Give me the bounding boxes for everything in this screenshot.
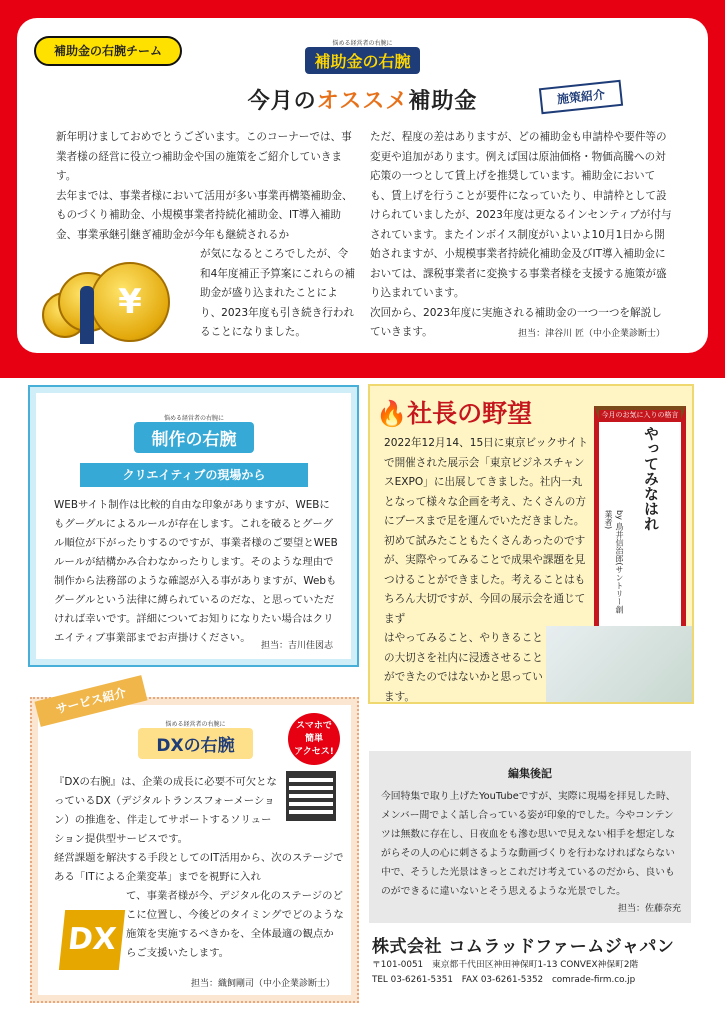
- company-name: 株式会社 コムラッドファームジャパン: [372, 937, 675, 957]
- president-body-1: 2022年12月14、15日に東京ビックサイトで開催された展示会「東京ビジネスチャンスEXPO」に出展してきました。社内一丸となって様々な企画を考え、たくさんの方にブースまで足を運んでいただきました。初めて試みたこともたくさんあったのですが、実際やってみることで成果や課題を見つけることができました。考えることはもちろん大切ですが、今回の展示会を通じてまず: [384, 437, 588, 625]
- editor-signer: 担当：佐藤奈充: [617, 904, 681, 914]
- top-column-2: ただ、程度の差はありますが、どの補助金も申請枠や要件等の変更や追加があります。例えば国は原油価格・物価高騰への対応策の一つとして賃上げを推奨しています。補助金においても、賃上げを行うことが要件になっていたり、申請枠として設けられていましたが、2023年度は更なるインセンティブが付与されています。またインボイス制度がいよいよ10月1日から開始されますが、小規模事業者持続化補助金及びIT導入補助金においては、課税事業者に変換する事業者様を支援する施策が盛り込まれています。 次回から、2023年度に実施される補助金の一つ一つを解説していきます。: [370, 131, 672, 338]
- brand-name: 制作の右腕: [134, 422, 254, 453]
- company-address-block: [372, 958, 702, 988]
- brand-tagline: 悩める経営者の右腕に: [165, 721, 226, 728]
- page-title: [190, 84, 535, 118]
- dx-inner: [38, 705, 351, 995]
- title-part-c: 補助金: [408, 89, 478, 114]
- president-body-2: はやってみること、やりきることの大切さを社内に浸透させることができたのではないかと思っています。: [384, 632, 543, 703]
- top-column-1b: が気になるところでしたが、令和4年度補正予算案にこれらの補助金が盛り込まれたことにより、2023年度も引き続き行われることになりました。: [200, 248, 356, 338]
- expo-photo: [546, 626, 692, 702]
- title-part-a: 今月の: [247, 89, 317, 114]
- service-tag: サービス紹介: [34, 675, 147, 727]
- team-badge: 補助金の右腕チーム: [34, 36, 182, 66]
- brand-name: 補助金の右腕: [305, 47, 420, 74]
- dx-body-3: て、事業者様が今、デジタル化のステージのどこに位置し、今後どのタイミングでどのような施策を実施するべきかを、全体最適の観点からご支援いたします。: [126, 890, 344, 959]
- top-signer: 担当：津谷川 匠（中小企業診断士）: [518, 329, 665, 339]
- editor-body: 今回特集で取り上げたYouTubeですが、実際に現場を拝見した時、メンバー間でよく話し合っている姿が印象的でした。今やコンテンツは無数に存在し、日夜血をも滲む思いで見えない相手を想定しながらその人の心に刺さるような動画づくりを行わなければならない中で、そうした光景はきっとこれだけ考えているのだから、良いものができるに違いないとそう思えるような光景でした。: [381, 791, 676, 897]
- dx-section: [30, 697, 359, 1003]
- brand-tagline: 悩める経営者の右腕に: [332, 40, 393, 47]
- title-part-b: オススメ: [316, 89, 409, 114]
- editor-title: 編集後記: [508, 767, 552, 780]
- yen-coin-icon: ¥: [90, 262, 170, 342]
- dx-brand-logo: [138, 719, 253, 763]
- brand-tagline: 悩める経営者の右腕に: [163, 415, 224, 422]
- president-section: [368, 384, 694, 704]
- company-address: 〒101-0051 東京都千代田区神田神保町1-13 CONVEX神保町2階: [372, 960, 639, 970]
- dx-body-2: 経営課題を解決する手段としてのIT活用から、次のステージである「ITによる企業変革」までを視野に入れ: [54, 852, 344, 883]
- creative-brand-logo: [134, 413, 254, 457]
- dx-body-1: 『DXの右腕』は、企業の成長に必要不可欠となっているDX（デジタルトランスフォーメーション）の推進を、伴走してサポートするソリューション提供型サービスです。: [54, 776, 277, 845]
- scroll-motto: やってみなはれ: [642, 426, 660, 531]
- qr-code-icon[interactable]: [286, 771, 336, 821]
- policy-tag: 施策紹介: [539, 80, 623, 114]
- creative-inner: [36, 393, 351, 659]
- creative-signer: 担当：吉川佳図志: [260, 641, 333, 651]
- flame-icon: 🔥: [376, 399, 408, 428]
- motto-scroll: [594, 406, 686, 632]
- dx-logo: DX: [59, 910, 125, 970]
- scroll-label: 今月のお気に入りの格言: [599, 410, 681, 422]
- top-column-1: 新年明けましておめでとうございます。このコーナーでは、事業者様の経営に役立つ補助金や国の施策をご紹介していきます。 去年までは、事業者様において活用が多い事業再構築補助金、ものづくり補助金、小規模事業者持続化補助金、IT導入補助金、事業承継引継ぎ補助金が今年も継続されるか: [56, 131, 353, 241]
- editor-section: [369, 751, 691, 923]
- top-brand-logo: [305, 38, 420, 74]
- businessman-icon: [80, 286, 94, 344]
- president-title-text: 社長の野望: [407, 399, 533, 428]
- dx-signer: 担当：織飼剛司（中小企業診断士）: [190, 979, 335, 989]
- brand-name: DXの右腕: [138, 728, 253, 759]
- creative-body: WEBサイト制作は比較的自由な印象がありますが、WEBにもグーグルによるルールが存在します。これを破るとグーグル順位が下がったりするのですが、事業者様のご要望とWEBルールが結構かみ合わなかったりします。そのような理由で制作から法務部のような確認が入る事がありますが、Webもグーグルという法律に縛られているのだな、と思っていただければ幸いです。詳細についてお知りになりたい場合はクリエイティブ事業部までお声掛けください。: [54, 499, 338, 644]
- qr-badge: スマホで 簡単 アクセス!: [288, 713, 340, 765]
- president-title: [376, 394, 576, 428]
- creative-subtitle: クリエイティブの現場から: [80, 463, 308, 487]
- scroll-author: by 鳥井信治郎(サントリー創業者): [604, 510, 624, 614]
- creative-section: [28, 385, 359, 667]
- coins-illustration: [42, 262, 192, 350]
- company-contact: TEL 03-6261-5351 FAX 03-6261-5352 comrade-firm.co.jp: [372, 975, 636, 985]
